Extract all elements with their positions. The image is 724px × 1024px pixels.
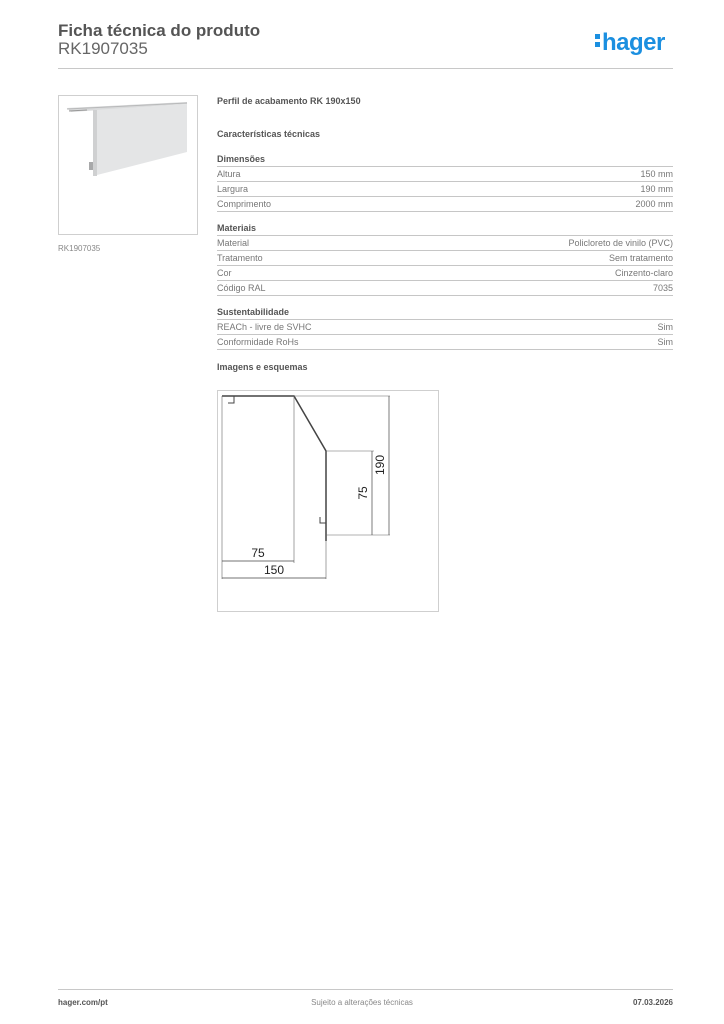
- spec-row: [217, 182, 673, 197]
- spec-label: Material: [217, 238, 250, 248]
- spec-label: Largura: [217, 184, 249, 194]
- spec-value: 7035: [652, 283, 673, 293]
- product-name: Perfil de acabamento RK 190x150: [217, 96, 361, 106]
- page-title: Ficha técnica do produto: [58, 21, 261, 40]
- spec-label: REACh - livre de SVHC: [217, 322, 312, 332]
- spec-value: 150 mm: [640, 169, 673, 179]
- spec-label: Comprimento: [217, 199, 272, 209]
- product-profile-image: [59, 96, 197, 234]
- footer-website-link[interactable]: hager.com/pt: [58, 998, 108, 1007]
- spec-label: Conformidade RoHs: [217, 337, 299, 347]
- dim-width-full: 150: [263, 563, 285, 577]
- thumbnail-caption: RK1907035: [58, 244, 101, 253]
- spec-group-sustainability: [217, 306, 673, 350]
- spec-row: [217, 335, 673, 350]
- spec-label: Tratamento: [217, 253, 263, 263]
- group-title: Materiais: [217, 222, 673, 236]
- group-title: Dimensões: [217, 153, 673, 167]
- section-title: Características técnicas: [217, 129, 321, 139]
- hager-logo: [595, 29, 665, 57]
- product-code-heading: RK1907035: [58, 39, 148, 58]
- product-thumbnail: [58, 95, 198, 235]
- spec-row: [217, 281, 673, 296]
- spec-value: Sim: [657, 322, 673, 332]
- spec-value: 2000 mm: [635, 199, 673, 209]
- footer-disclaimer: Sujeito a alterações técnicas: [311, 998, 413, 1007]
- spec-label: Código RAL: [217, 283, 266, 293]
- dim-height-full: 190: [373, 454, 387, 476]
- spec-value: Sim: [657, 337, 673, 347]
- logo-text: hager: [602, 29, 665, 56]
- spec-row: [217, 320, 673, 335]
- spec-value: Policloreto de vinilo (PVC): [568, 238, 673, 248]
- spec-row: [217, 197, 673, 212]
- spec-value: 190 mm: [640, 184, 673, 194]
- spec-row: [217, 167, 673, 182]
- footer-divider: [58, 989, 673, 990]
- dim-height-lower: 75: [356, 486, 370, 500]
- images-section-title: Imagens e esquemas: [217, 362, 308, 372]
- spec-content: [217, 96, 673, 372]
- header-divider: [58, 68, 673, 69]
- spec-row: [217, 236, 673, 251]
- spec-group-materials: [217, 222, 673, 296]
- technical-drawing: [217, 390, 439, 612]
- footer-date: 07.03.2026: [632, 998, 673, 1007]
- profile-dimension-drawing: [218, 391, 438, 611]
- spec-label: Altura: [217, 169, 241, 179]
- logo-colon-icon: [595, 31, 600, 50]
- group-title: Sustentabilidade: [217, 306, 673, 320]
- spec-value: Sem tratamento: [608, 253, 673, 263]
- spec-label: Cor: [217, 268, 232, 278]
- spec-group-dimensions: [217, 153, 673, 212]
- dim-width-half: 75: [251, 546, 265, 560]
- spec-row: [217, 251, 673, 266]
- spec-value: Cinzento-claro: [614, 268, 673, 278]
- spec-row: [217, 266, 673, 281]
